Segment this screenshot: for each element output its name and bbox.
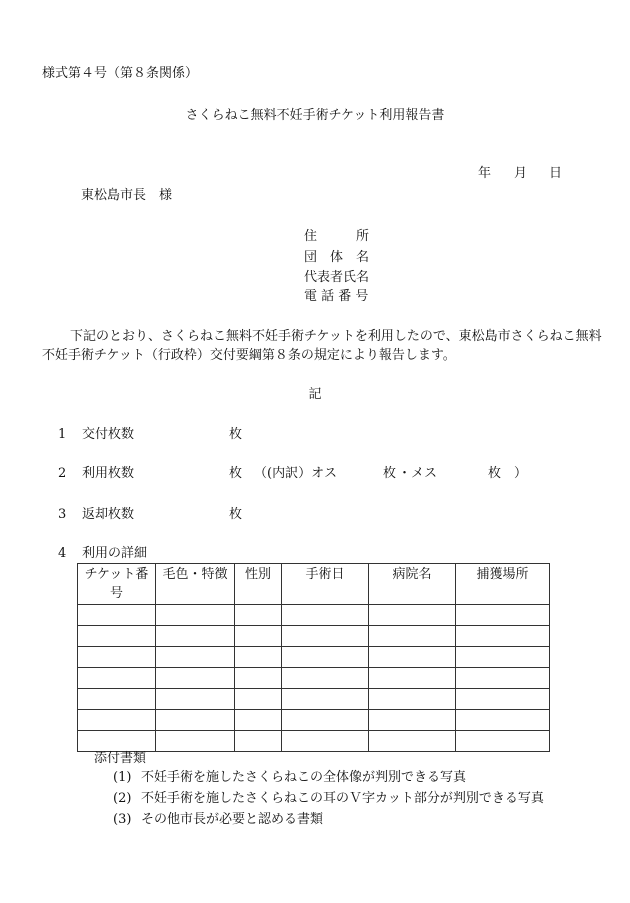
col-header-surgery-date: 手術日 <box>282 564 369 605</box>
table-row <box>78 731 550 752</box>
table-cell[interactable] <box>369 689 456 710</box>
attachment-text: 不妊手術を施したさくらねこの耳のＶ字カット部分が判別できる写真 <box>141 791 544 806</box>
table-cell[interactable] <box>156 668 235 689</box>
table-cell[interactable] <box>282 647 369 668</box>
table-cell[interactable] <box>456 731 550 752</box>
table-cell[interactable] <box>235 731 282 752</box>
table-cell[interactable] <box>235 605 282 626</box>
table-cell[interactable] <box>282 710 369 731</box>
table-row <box>78 626 550 647</box>
table-row <box>78 689 550 710</box>
applicant-address-label: 住 所 <box>304 229 370 244</box>
table-cell[interactable] <box>282 689 369 710</box>
attachments-title: 添付書類 <box>94 751 147 766</box>
item-number: 4 <box>58 546 67 561</box>
item-label-used: 利用枚数 <box>82 466 135 481</box>
table-cell[interactable] <box>282 626 369 647</box>
table-cell[interactable] <box>235 710 282 731</box>
breakdown-male-label: （(内訳）オス <box>254 466 337 481</box>
table-row <box>78 710 550 731</box>
table-cell[interactable] <box>235 689 282 710</box>
table-cell[interactable] <box>456 668 550 689</box>
table-cell[interactable] <box>369 731 456 752</box>
breakdown-female-label: ・メス <box>398 466 438 481</box>
breakdown-close: ） <box>514 466 528 481</box>
document-title: さくらねこ無料不妊手術チケット利用報告書 <box>185 108 445 123</box>
table-row <box>78 605 550 626</box>
col-header-ticket-number: チケット番号 <box>78 564 156 605</box>
male-unit: 枚 <box>383 466 397 481</box>
table-cell[interactable] <box>78 647 156 668</box>
table-cell[interactable] <box>282 731 369 752</box>
table-cell[interactable] <box>369 647 456 668</box>
table-cell[interactable] <box>369 605 456 626</box>
attachment-number: (3) <box>113 812 132 827</box>
item-unit: 枚 <box>229 507 243 522</box>
applicant-representative-label: 代表者氏名 <box>304 270 370 285</box>
table-cell[interactable] <box>235 668 282 689</box>
applicant-phone-label: 電 話 番 号 <box>304 289 369 304</box>
item-number: 1 <box>58 427 67 442</box>
item-unit: 枚 <box>229 466 243 481</box>
table-cell[interactable] <box>456 647 550 668</box>
table-cell[interactable] <box>282 605 369 626</box>
table-cell[interactable] <box>156 731 235 752</box>
date-year-label: 年 <box>478 166 492 181</box>
table-cell[interactable] <box>78 605 156 626</box>
attachment-number: (2) <box>113 791 132 806</box>
addressee: 東松島市長 様 <box>81 188 173 203</box>
ki-heading: 記 <box>308 387 322 402</box>
item-label-issued: 交付枚数 <box>82 427 135 442</box>
form-number: 様式第４号（第８条関係） <box>42 66 199 81</box>
table-row <box>78 668 550 689</box>
table-cell[interactable] <box>369 668 456 689</box>
table-cell[interactable] <box>369 710 456 731</box>
item-label-returned: 返却枚数 <box>82 507 135 522</box>
applicant-organization-label: 団 体 名 <box>304 250 370 265</box>
table-cell[interactable] <box>456 605 550 626</box>
table-row <box>78 647 550 668</box>
table-cell[interactable] <box>78 689 156 710</box>
date-day-label: 日 <box>549 166 563 181</box>
attachment-number: (1) <box>113 770 132 785</box>
body-text: 下記のとおり、さくらねこ無料不妊手術チケットを利用したので、東松島市さくらねこ無料不妊手術チケット（行政枠）交付要綱第８条の規定により報告します。 <box>42 329 602 363</box>
usage-detail-table <box>77 563 550 752</box>
attachment-text: 不妊手術を施したさくらねこの全体像が判別できる写真 <box>141 770 467 785</box>
item-number: 2 <box>58 466 67 481</box>
col-header-sex: 性別 <box>235 564 282 605</box>
date-month-label: 月 <box>514 166 528 181</box>
table-cell[interactable] <box>235 647 282 668</box>
table-cell[interactable] <box>456 626 550 647</box>
table-cell[interactable] <box>156 626 235 647</box>
table-cell[interactable] <box>235 626 282 647</box>
item-unit: 枚 <box>229 427 243 442</box>
table-cell[interactable] <box>78 668 156 689</box>
female-unit: 枚 <box>488 466 502 481</box>
table-cell[interactable] <box>456 710 550 731</box>
table-header-row <box>78 564 550 605</box>
item-label-details: 利用の詳細 <box>82 546 148 561</box>
table-cell[interactable] <box>369 626 456 647</box>
attachment-text: その他市長が必要と認める書類 <box>141 812 324 827</box>
table-cell[interactable] <box>156 647 235 668</box>
col-header-capture-place: 捕獲場所 <box>456 564 550 605</box>
table-cell[interactable] <box>156 710 235 731</box>
col-header-coat-features: 毛色・特徴 <box>156 564 235 605</box>
table-cell[interactable] <box>78 710 156 731</box>
table-cell[interactable] <box>78 731 156 752</box>
table-cell[interactable] <box>156 605 235 626</box>
col-header-hospital: 病院名 <box>369 564 456 605</box>
table-cell[interactable] <box>282 668 369 689</box>
item-number: 3 <box>58 507 67 522</box>
table-cell[interactable] <box>456 689 550 710</box>
table-cell[interactable] <box>156 689 235 710</box>
table-cell[interactable] <box>78 626 156 647</box>
